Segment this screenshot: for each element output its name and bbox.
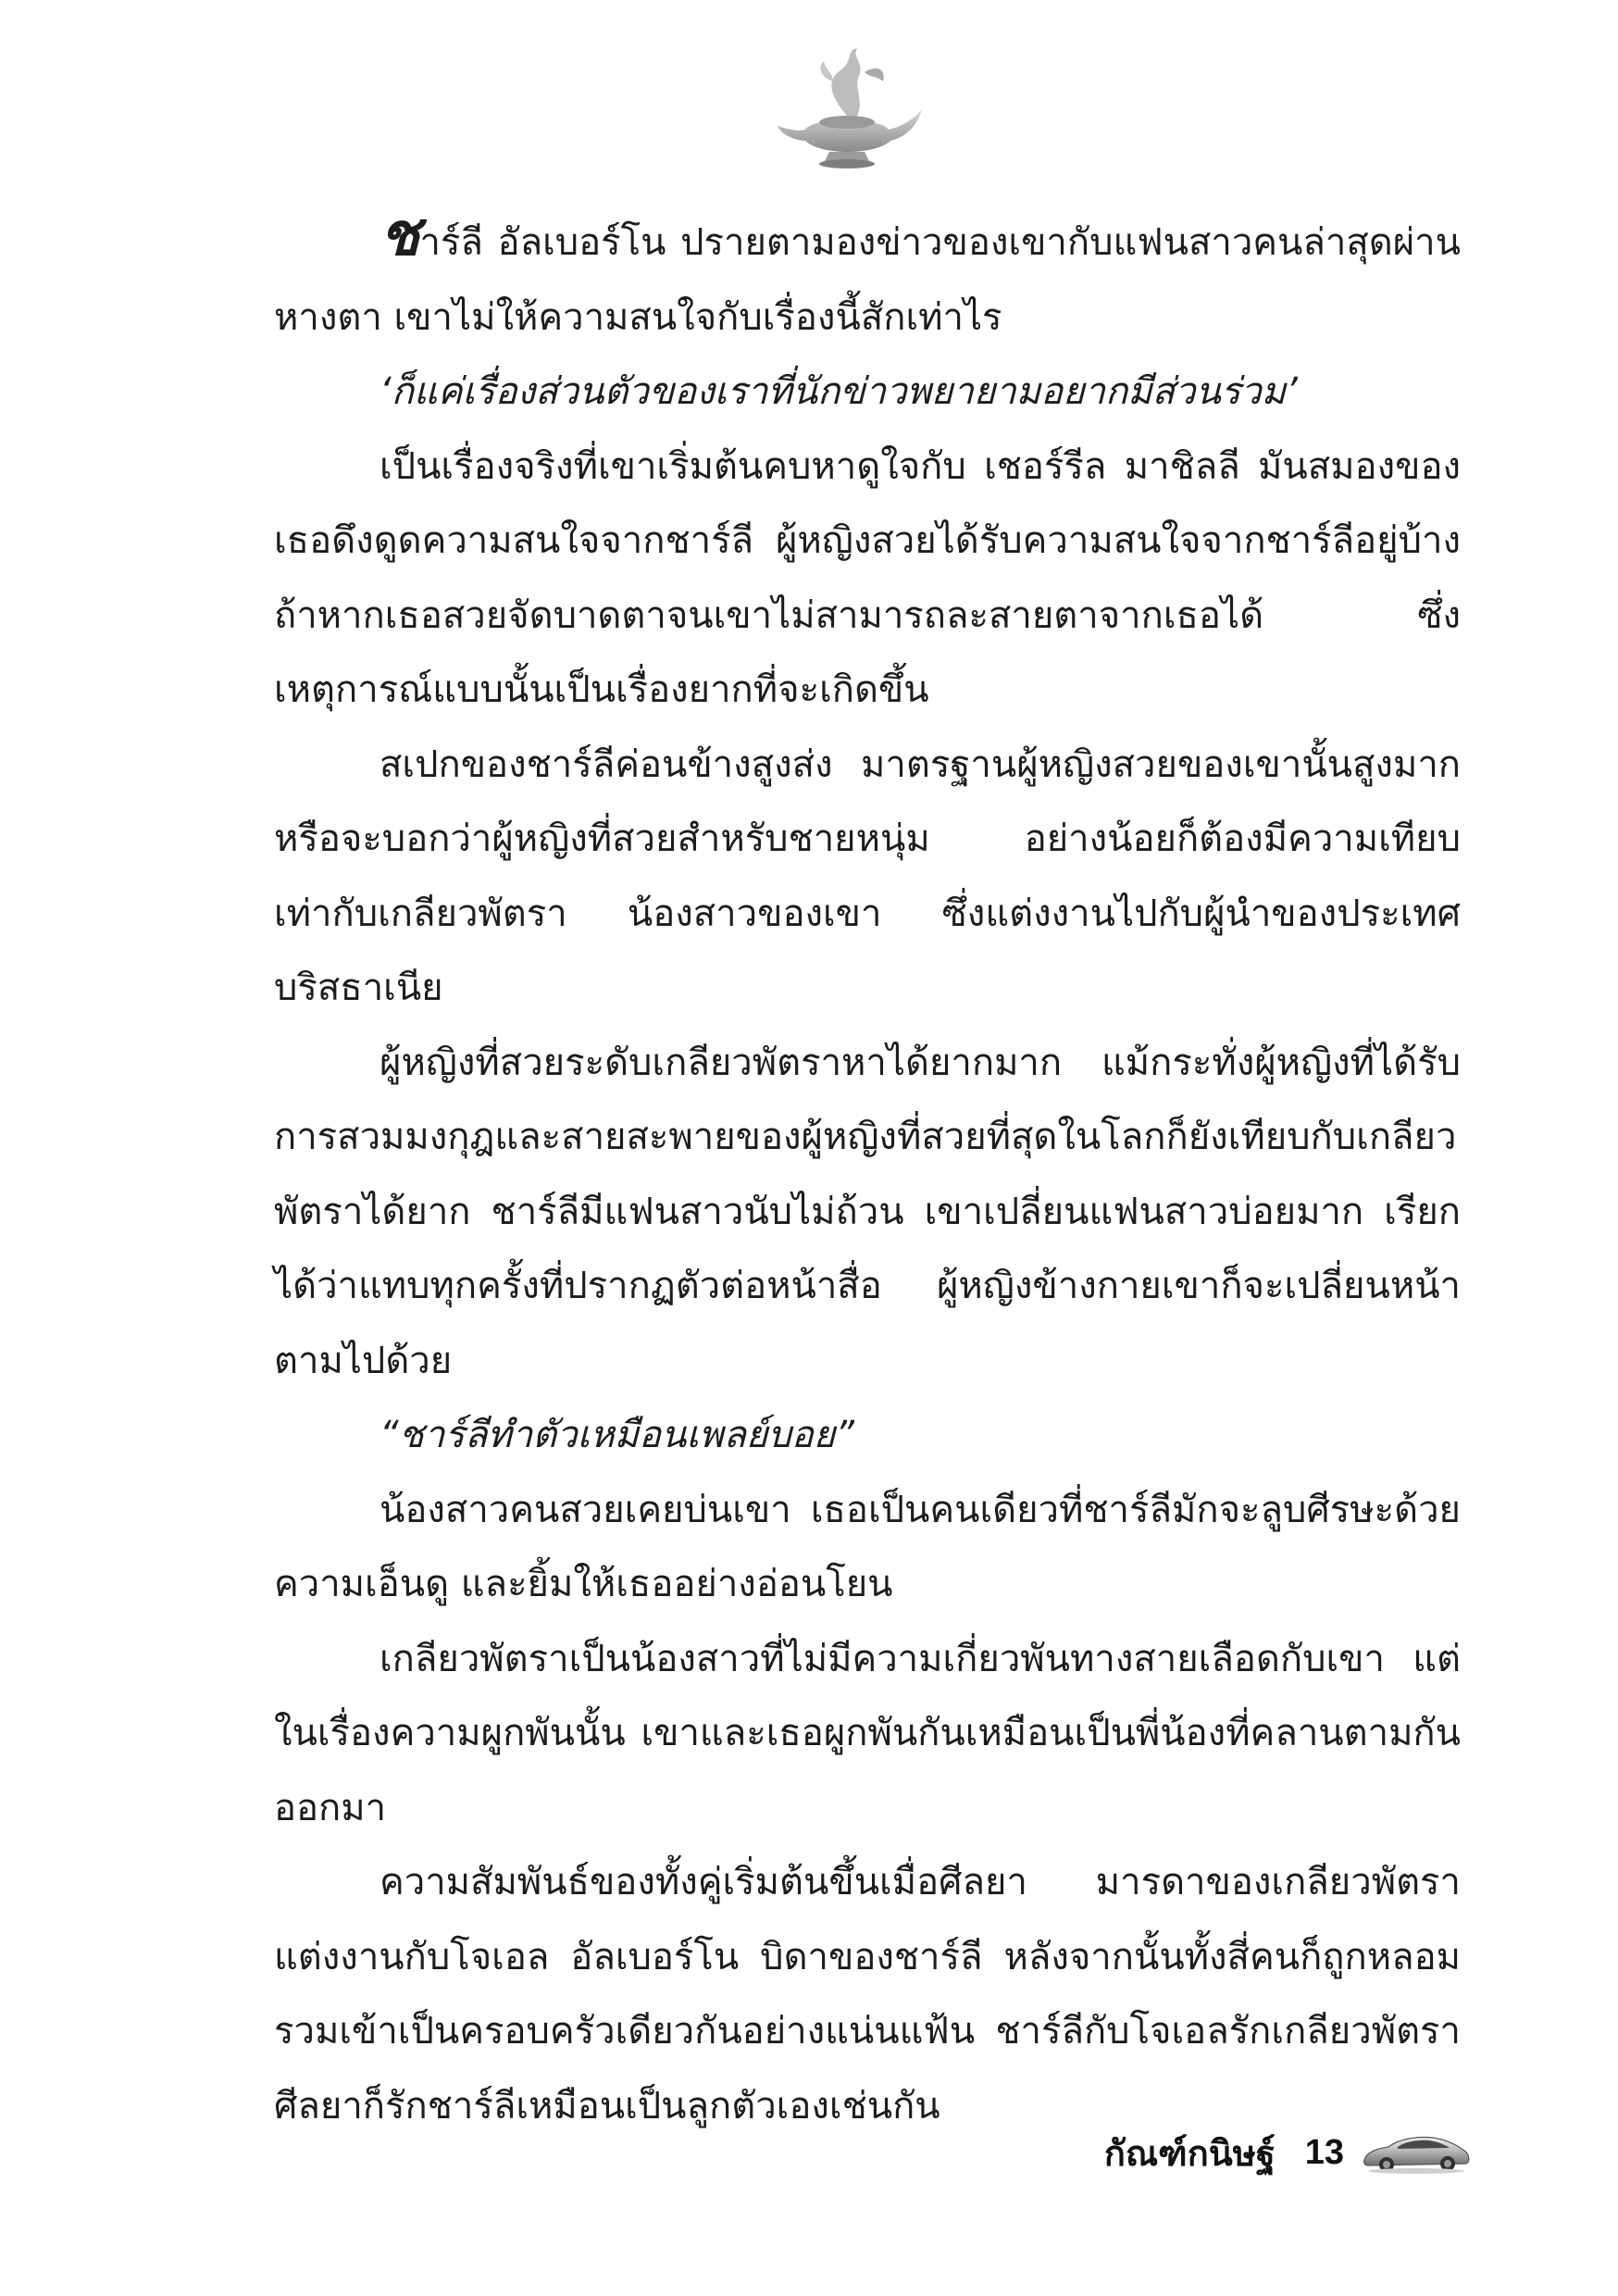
paragraph-5: [274, 1026, 1461, 1399]
paragraph-4: [274, 728, 1461, 1026]
paragraph-1: [274, 200, 1461, 355]
paragraph-9: [274, 1845, 1461, 2143]
paragraph-text: าร์ลี อัลเบอร์โน ปรายตามองข่าวของเขากับแฟนสาวคนล่าสุดผ่านหางตา เขาไม่ให้ความสนใจกับเรื่องนี้สักเท่าไร: [274, 221, 1461, 339]
paragraph-3: [274, 430, 1461, 728]
paragraph-text: “ชาร์ลีทำตัวเหมือนเพลย์บอย”: [380, 1414, 854, 1456]
body-text: [274, 200, 1461, 2143]
sports-car-icon: [1361, 2128, 1472, 2177]
paragraph-text: น้องสาวคนสวยเคยบ่นเขา เธอเป็นคนเดียวที่ชาร์ลีมักจะลูบศีรษะด้วยความเอ็นดู และยิ้มให้เธออย่างอ่อนโยน: [274, 1488, 1461, 1605]
paragraph-2-quote: [274, 355, 1461, 430]
paragraph-6-quote: [274, 1398, 1461, 1473]
lamp-genie-icon: [768, 44, 926, 174]
drop-cap: ช: [380, 200, 420, 269]
paragraph-text: ‘ก็แค่เรื่องส่วนตัวของเราที่นักข่าวพยายามอยากมีส่วนร่วม’: [380, 370, 1298, 413]
paragraph-8: [274, 1622, 1461, 1846]
paragraph-7: [274, 1473, 1461, 1622]
book-title: กัณฑ์กนิษฐ์: [1103, 2132, 1276, 2174]
page-number: 13: [1304, 2132, 1344, 2172]
paragraph-text: ความสัมพันธ์ของทั้งคู่เริ่มต้นขึ้นเมื่อศีลยา มารดาของเกลียวพัตราแต่งงานกับโจเอล อัลเบอร์โน บิดาของชาร์ลี หลังจากนั้นทั้งสี่คนก็ถูกหลอมรวมเข้าเป็นครอบครัวเดียวกันอย่างแน่นแฟ้น ชาร์ลีกับโจเอลรักเกลียวพัตรา ศีลยาก็รักชาร์ลีเหมือนเป็นลูกตัวเองเช่นกัน: [274, 1861, 1461, 2128]
page-footer: [1037, 2111, 1472, 2194]
paragraph-text: เป็นเรื่องจริงที่เขาเริ่มต้นคบหาดูใจกับ เชอร์รีล มาชิลลี มันสมองของเธอดึงดูดความสนใจจากชาร์ลี ผู้หญิงสวยได้รับความสนใจจากชาร์ลีอยู่บ้าง ถ้าหากเธอสวยจัดบาดตาจนเขาไม่สามารถละสายตาจากเธอได้ ซึ่งเหตุการณ์แบบนั้นเป็นเรื่องยากที่จะเกิดขึ้น: [274, 444, 1461, 711]
paragraph-text: ผู้หญิงที่สวยระดับเกลียวพัตราหาได้ยากมาก แม้กระทั่งผู้หญิงที่ได้รับการสวมมงกุฎและสายสะพายของผู้หญิงที่สวยที่สุดในโลกก็ยังเทียบกับเกลียวพัตราได้ยาก ชาร์ลีมีแฟนสาวนับไม่ถ้วน เขาเปลี่ยนแฟนสาวบ่อยมาก เรียกได้ว่าแทบทุกครั้งที่ปรากฏตัวต่อหน้าสื่อ ผู้หญิงข้างกายเขาก็จะเปลี่ยนหน้าตามไปด้วย: [274, 1041, 1461, 1382]
paragraph-text: เกลียวพัตราเป็นน้องสาวที่ไม่มีความเกี่ยวพันทางสายเลือดกับเขา แต่ในเรื่องความผูกพันนั้น เขาและเธอผูกพันกันเหมือนเป็นพี่น้องที่คลานตามกันออกมา: [274, 1637, 1461, 1829]
paragraph-text: สเปกของชาร์ลีค่อนข้างสูงส่ง มาตรฐานผู้หญิงสวยของเขานั้นสูงมาก หรือจะบอกว่าผู้หญิงที่สวยสำหรับชายหนุ่ม อย่างน้อยก็ต้องมีความเทียบเท่ากับเกลียวพัตรา น้องสาวของเขา ซึ่งแต่งงานไปกับผู้นำของประเทศบริสธาเนีย: [274, 742, 1461, 1009]
